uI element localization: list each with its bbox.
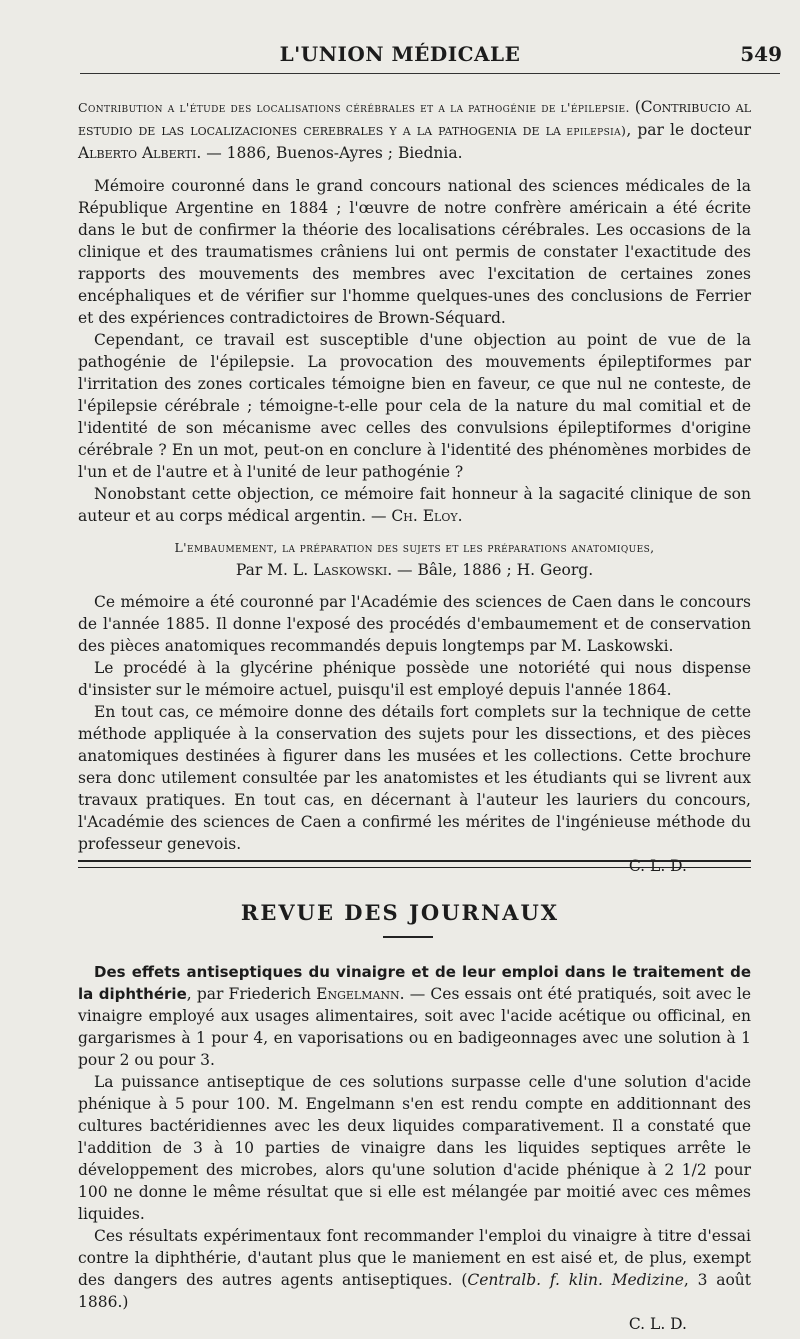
page-number: 549	[740, 42, 782, 66]
paragraph-text: Ces résultats expérimentaux font recommander l'emploi du vinaigre à titre d'essai contre la diphthérie, d'autant plus que le maniement en est aisé et, de plus, exempt des dangers des autres agents antiseptiques. (	[78, 1227, 751, 1289]
review-byline	[78, 559, 751, 581]
review-laskowski	[78, 537, 751, 877]
paragraph-text: . — Ces essais ont été pratiqués, soit avec le vinaigre employé aux usages alimentaires, soit avec l'acide acétique ou officinal, en gargarismes à 1 pour 4, en vaporisations ou en badigeonnages avec une solution à 1 pour 2 ou pour 3.	[78, 985, 752, 1069]
review-publication: . — Bâle, 1886 ; H. Georg.	[387, 561, 594, 579]
review-heading-line: (Contribucio al estudio de las localizaciones cerebrales y a la pathogenia de la	[78, 98, 752, 139]
review-heading	[78, 96, 751, 165]
section-title-rule	[383, 936, 433, 938]
review-heading-line: epilepsia)	[566, 123, 627, 138]
paragraph: La puissance antiseptique de ces solutions surpasse celle d'une solution d'acide phénique à 5 pour 100. M. Engelmann s'en est rendu compte en additionnant des cultures bactéridiennes avec les deux liquides comparativement. Il a constaté que l'addition de 3 à 10 parties de vinaigre dans les liquides septiques arrête le développement des microbes, alors qu'une solution d'acide phénique à 2 1/2 pour 100 ne donne le même résultat que si elle est mélangée par moitié avec ces mêmes liquides.	[78, 1073, 751, 1223]
paragraph: Cependant, ce travail est susceptible d'une objection au point de vue de la pathogénie de l'épilepsie. La provocation des mouvements épileptiformes par l'irritation des zones corticales témoigne bien en faveur, ce que nul ne conteste, de l'épilepsie cérébrale ; témoigne-t-elle pour cela de la nature du mal comitial et de l'identité de son mécanisme avec celles des convulsions épileptiformes d'origine cérébrale ? En un mot, peut-on en conclure à l'identité des phénomènes morbides de l'un et de l'autre et à l'unité de leur pathogénie ?	[78, 331, 751, 481]
review-publication: . — 1886, Buenos-Ayres ; Biednia.	[196, 144, 463, 162]
paragraph	[78, 483, 751, 527]
review-heading: L'embaumement, la préparation des sujets et les préparations anatomiques,	[174, 540, 655, 555]
citation: Centralb. f. klin. Medizine	[467, 1271, 684, 1289]
signature: Ch. Eloy.	[391, 507, 463, 525]
paragraph	[78, 961, 751, 1071]
section-title: REVUE DES JOURNAUX	[240, 900, 560, 925]
paragraph: Le procédé à la glycérine phénique possède une notoriété qui nous dispense d'insister sur le mémoire actuel, puisqu'il est employé depuis l'année 1864.	[78, 659, 751, 699]
signature: C. L. D.	[628, 1315, 687, 1333]
header-rule	[80, 73, 780, 74]
review-heading-line: Contribution a l'étude des localisations cérébrales et a la pathogénie de l'épilepsie.	[78, 100, 630, 115]
article-author: Engelmann	[316, 985, 400, 1003]
signature: C. L. D.	[628, 857, 687, 875]
article-byline: , par Friederich	[186, 985, 317, 1003]
review-byline-prefix: Par M. L.	[235, 561, 314, 579]
running-head	[0, 42, 800, 72]
review-author: Alberto Alberti	[78, 144, 197, 162]
citation-date: , 3 août 1886.)	[78, 1271, 751, 1311]
article-vinaigre	[78, 961, 751, 1335]
paragraph: Mémoire couronné dans le grand concours national des sciences médicales de la République Argentine en 1884 ; l'œuvre de notre confrère américain a été écrite dans le but de confirmer la théorie des localisations cérébrales. Les occasions de la clinique et des traumatismes crâniens lui ont permis de constater l'exactitude des rapports des mouvements des membres avec l'excitation de certaines zones encéphaliques et de vérifier sur l'homme quelques-unes des conclusions de Ferrier et des expériences contradictoires de Brown-Séquard.	[78, 177, 751, 327]
paragraph: Ce mémoire a été couronné par l'Académie des sciences de Caen dans le concours de l'année 1885. Il donne l'exposé des procédés d'embaumement et de conservation des pièces anatomiques recommandés depuis longtemps par M. Laskowski.	[78, 593, 751, 655]
article-title: Des effets antiseptiques du vinaigre et de leur emploi dans le traitement de la diphthérie	[78, 963, 751, 1003]
paragraph: En tout cas, ce mémoire donne des détails fort complets sur la technique de cette méthode appliquée à la conservation des sujets pour les dissections, et des pièces anatomiques destinées à figurer dans les musées et les collections. Cette brochure sera donc utilement consultée par les anatomistes et les étudiants qui se livrent aux travaux pratiques. En tout cas, en décernant à l'auteur les lauriers du concours, l'Académie des sciences de Caen a confirmé les mérites de l'ingénieuse méthode du professeur genevois.	[78, 703, 751, 853]
paragraph-text: Nonobstant cette objection, ce mémoire fait honneur à la sagacité clinique de son auteur et au corps médical argentin. —	[78, 485, 751, 525]
review-alberti	[78, 96, 751, 527]
review-author: Laskowski	[313, 561, 388, 579]
section-divider	[78, 860, 751, 868]
review-heading-text: , par le docteur	[626, 121, 751, 139]
paragraph	[78, 1225, 751, 1313]
journal-title: L'UNION MÉDICALE	[279, 42, 521, 66]
